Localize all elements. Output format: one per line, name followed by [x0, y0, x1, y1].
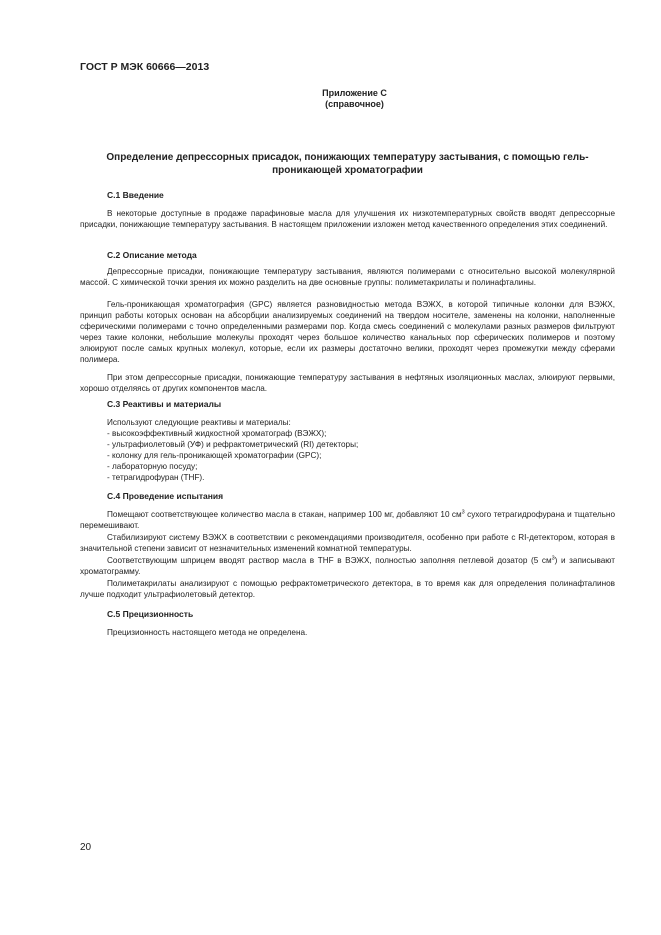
section-heading-method: С.2 Описание метода: [107, 250, 197, 260]
paragraph: Используют следующие реактивы и материалы:: [107, 418, 291, 427]
section-heading-procedure: С.4 Проведение испытания: [107, 491, 224, 501]
section-heading-precision: С.5 Прецизионность: [107, 609, 194, 619]
section-heading-introduction: С.1 Введение: [107, 190, 164, 200]
list-item: - ультрафиолетовый (УФ) и рефрактометрический (RI) детекторы;: [107, 440, 359, 449]
paragraph: Помещают соответствующее количество масла в стакан, например 100 мг, добавляют 10 $см^3$ сухого тетрагидрофурана и тщательно перемешивают.: [80, 509, 615, 530]
list-item: - лабораторную посуду;: [107, 462, 198, 471]
paragraph: Соответствующим шприцем вводят раствор масла в THF в ВЭЖХ, полностью заполняя петлевой дозатор (5 $см^3$) и записывают хроматограмму.: [80, 555, 615, 576]
paragraph: Гель-проникающая хроматография (GPC) является разновидностью метода ВЭЖХ, в которой типичные колонки для ВЭЖХ, принцип работы которых основан на абсорбции анализируемых соединений на твердом носителе, заменены на колонки, наполненные сферическими полимерами с точно определенными размерами пор. Когда смесь соединений с молекулами разных размеров фильтруют через такие колонки, небольшие молекулы проходят через большое количество канальных пор сферических полимеров и поэтому элюируют после самых крупных молекул, которые, если их размеры достаточно велики, проходят через промежутки между сферами полимера.: [80, 300, 615, 364]
section-heading-reagents: С.3 Реактивы и материалы: [107, 399, 222, 409]
standard-header: ГОСТ Р МЭК 60666—2013: [80, 61, 210, 73]
appendix-label: Приложение С: [322, 88, 387, 98]
paragraph: Стабилизируют систему ВЭЖХ в соответствии с рекомендациями производителя, особенно при работе с RI-детектором, которая в значительной степени зависит от незначительных изменений комнатной температуры.: [80, 533, 615, 553]
paragraph: При этом депрессорные присадки, понижающие температуру застывания в нефтяных изоляционных маслах, элюируют первыми, хорошо отделяясь от других компонентов масла.: [80, 373, 615, 393]
list-item: - колонку для гель-проникающей хроматографии (GPC);: [107, 451, 322, 460]
paragraph: Прецизионность настоящего метода не определена.: [107, 628, 308, 637]
paragraph: В некоторые доступные в продаже парафиновые масла для улучшения их низкотемпературных свойств вводят депрессорные присадки, понижающие температуру застывания. В настоящем приложении изложен метод качественного определения этих соединений.: [80, 209, 615, 229]
list-item: - тетрагидрофуран (THF).: [107, 473, 205, 482]
appendix-type: (справочное): [325, 99, 384, 109]
document-title: Определение депрессорных присадок, понижающих температуру застывания, с помощью гель-проникающей хроматографии: [106, 152, 589, 176]
list-item: - высокоэффективный жидкостной хроматограф (ВЭЖХ);: [107, 429, 327, 438]
page-number: 20: [80, 842, 92, 853]
paragraph: Полиметакрилаты анализируют с помощью рефрактометрического детектора, в то время как для определения полинафталинов лучше подходит ультрафиолетовый детектор.: [80, 579, 615, 599]
paragraph: Депрессорные присадки, понижающие температуру застывания, являются полимерами с относительно высокой молекулярной массой. С химической точки зрения их можно разделить на две основные группы: полиметакрилаты и полинафталины.: [80, 267, 615, 287]
